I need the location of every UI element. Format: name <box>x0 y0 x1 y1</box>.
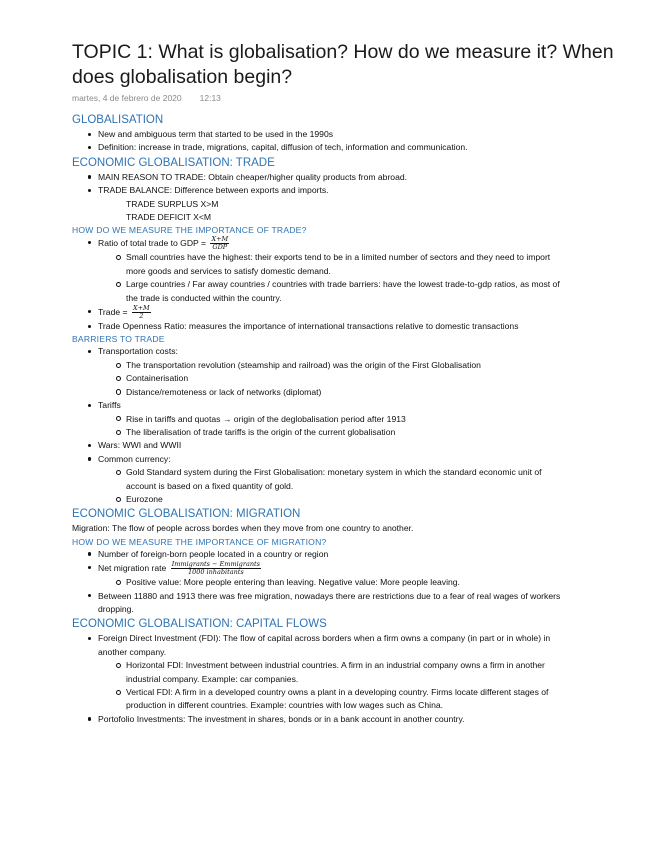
formula-denominator: GDP <box>212 243 228 252</box>
trade-list <box>72 171 572 198</box>
trade-label: Trade = <box>98 306 128 317</box>
page-title: TOPIC 1: What is globalisation? How do we measure it? When does globalisation begin? <box>72 41 614 88</box>
trade-formula <box>132 305 151 320</box>
list-item: Eurozone <box>72 493 572 506</box>
netrate-formula <box>171 561 261 576</box>
formula-numerator: X+M <box>211 235 229 244</box>
meta-date: martes, 4 de febrero de 2020 <box>72 93 182 103</box>
formula-denominator: 2 <box>139 312 144 321</box>
formula-numerator: Immigrants − Emmigrants <box>171 560 260 569</box>
list-item <box>72 561 572 576</box>
list-item: MAIN REASON TO TRADE: Obtain cheaper/higher quality products from abroad. <box>72 171 572 184</box>
list-item: Containerisation <box>72 372 572 385</box>
page-meta <box>72 93 221 103</box>
measure-trade-list <box>72 236 572 333</box>
list-item <box>72 236 572 251</box>
list-item: Rise in tariffs and quotas → origin of the deglobalisation period after 1913 <box>72 413 572 426</box>
ratio-formula <box>210 236 229 251</box>
list-item: Positive value: More people entering than leaving. Negative value: More people leaving. <box>72 576 572 589</box>
list-item: Small countries have the highest: their exports tend to be in a limited number of sectors and they need to import more goods and services to satisfy domestic demand. <box>72 251 572 278</box>
measure-migration-list <box>72 548 572 617</box>
heading-trade: ECONOMIC GLOBALISATION: TRADE <box>72 156 275 169</box>
note-body <box>72 112 572 726</box>
meta-time: 12:13 <box>199 93 221 103</box>
list-item: The transportation revolution (steamship and railroad) was the origin of the First Globalisation <box>72 359 572 372</box>
list-item: Common currency: <box>72 453 572 466</box>
list-item: Number of foreign-born people located in a country or region <box>72 548 572 561</box>
list-item: Between 11880 and 1913 there was free migration, nowadays there are restrictions due to a fear of real wages of workers dropping. <box>72 590 572 617</box>
heading-measure-migration: HOW DO WE MEASURE THE IMPORTANCE OF MIGRATION? <box>72 536 327 547</box>
list-item: Tariffs <box>72 399 572 412</box>
barriers-list <box>72 345 572 506</box>
list-item: Large countries / Far away countries / countries with trade barriers: have the lowest trade-to-gdp ratios, as most of the trade is conducted within the country. <box>72 278 572 305</box>
list-item: Trade Openness Ratio: measures the importance of international transactions relative to domestic transactions <box>72 320 572 333</box>
list-item <box>72 305 572 320</box>
list-item: Transportation costs: <box>72 345 572 358</box>
formula-numerator: X+M <box>132 304 150 313</box>
list-item: Horizontal FDI: Investment between industrial countries. A firm in an industrial company owns a firm in another industrial company. Example: car companies. <box>72 659 572 686</box>
trade-deficit: TRADE DEFICIT X<M <box>126 212 212 223</box>
migration-definition: Migration: The flow of people across bordes when they move from one country to another. <box>72 523 414 534</box>
trade-surplus: TRADE SURPLUS X>M <box>126 198 219 209</box>
ratio-label: Ratio of total trade to GDP = <box>98 238 207 249</box>
netrate-label: Net migration rate <box>98 562 167 573</box>
formula-denominator: 1000 inhabitants <box>187 568 244 577</box>
list-item: Foreign Direct Investment (FDI): The flow of capital across borders when a firm owns a company (in part or in whole) in another company. <box>72 632 572 659</box>
heading-migration: ECONOMIC GLOBALISATION: MIGRATION <box>72 508 301 521</box>
list-item: Vertical FDI: A firm in a developed country owns a plant in a developing country. Firms locate different stages of production in different countries. Example: countries with low wages such as China. <box>72 686 572 713</box>
heading-globalisation: GLOBALISATION <box>72 114 164 126</box>
list-item: New and ambiguous term that started to be used in the 1990s <box>72 128 572 141</box>
list-item: Gold Standard system during the First Globalisation: monetary system in which the standard economic unit of account is based on a fixed quantity of gold. <box>72 466 572 493</box>
capital-flows-list <box>72 632 572 726</box>
list-item: Definition: increase in trade, migrations, capital, diffusion of tech, information and communication. <box>72 141 572 154</box>
heading-barriers: BARRIERS TO TRADE <box>72 334 165 345</box>
list-item: Portofolio Investments: The investment in shares, bonds or in a bank account in another country. <box>72 713 572 726</box>
globalisation-list <box>72 128 572 155</box>
list-item: Distance/remoteness or lack of networks (diplomat) <box>72 386 572 399</box>
list-item: TRADE BALANCE: Difference between exports and imports. <box>72 184 572 197</box>
heading-capital-flows: ECONOMIC GLOBALISATION: CAPITAL FLOWS <box>72 618 327 631</box>
list-item: The liberalisation of trade tariffs is the origin of the current globalisation <box>72 426 572 439</box>
list-item: Wars: WWI and WWII <box>72 439 572 452</box>
heading-measure-trade: HOW DO WE MEASURE THE IMPORTANCE OF TRADE? <box>72 225 307 236</box>
